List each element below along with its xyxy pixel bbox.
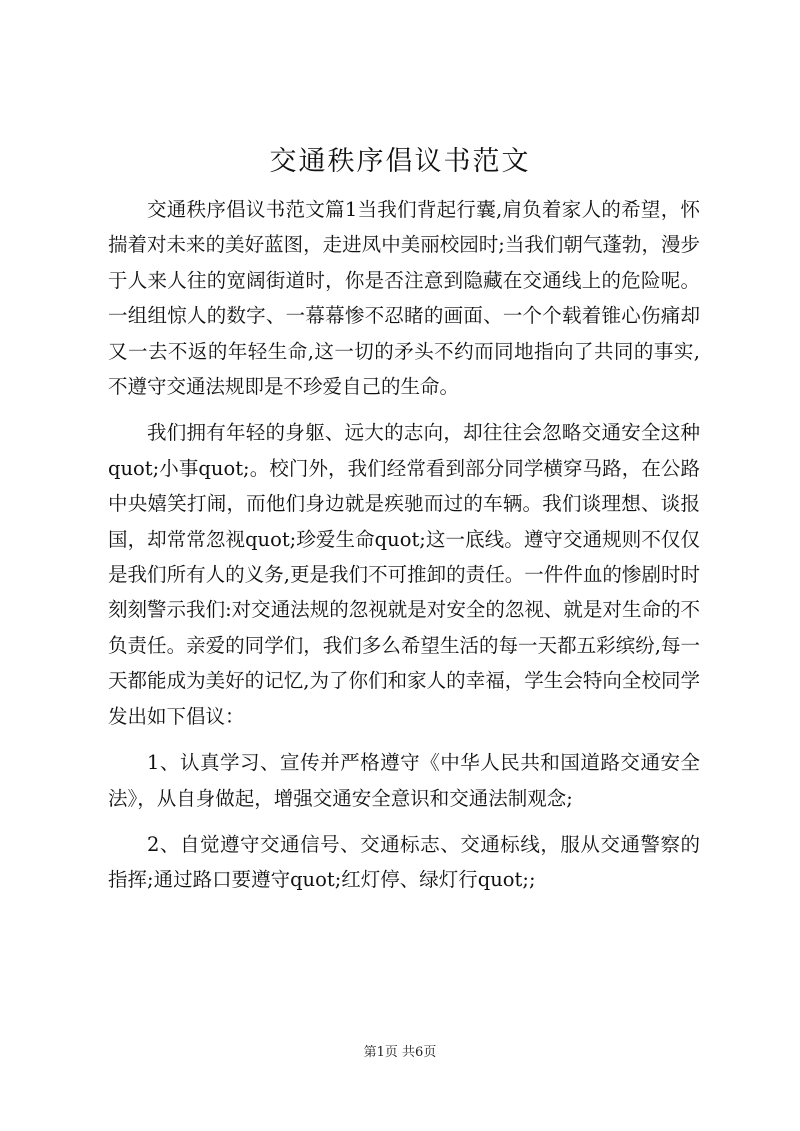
proposal-item-2: 2、自觉遵守交通信号、交通标志、交通标线，服从交通警察的指挥;通过路口要遵守quot;红灯停、绿灯行quot;; bbox=[108, 832, 700, 892]
page-footer: 第1页 共6页 bbox=[363, 1045, 437, 1060]
paragraph-intro: 交通秩序倡议书范文篇1当我们背起行囊,肩负着家人的希望，怀揣着对未来的美好蓝图，走进凤中美丽校园时;当我们朝气蓬勃，漫步于人来人往的宽阔街道时，你是否注意到隐藏在交通线上的危险呢。一组组惊人的数字、一幕幕惨不忍睹的画面、一个个载着锥心伤痛却又一去不返的年轻生命,这一切的矛头不约而同地指向了共同的事实,不遵守交通法规即是不珍爱自己的生命。 bbox=[108, 198, 700, 399]
proposal-item-1: 1、认真学习、宣传并严格遵守《中华人民共和国道路交通安全法》，从自身做起，增强交通安全意识和交通法制观念; bbox=[108, 751, 700, 810]
document-title: 交通秩序倡议书范文 bbox=[269, 146, 531, 177]
document-body bbox=[108, 192, 700, 909]
paragraph-main: 我们拥有年轻的身躯、远大的志向，却往往会忽略交通安全这种quot;小事quot;。校门外，我们经常看到部分同学横穿马路，在公路中央嬉笑打闹，而他们身边就是疾驰而过的车辆。我们谈理想、谈报国，却常常忽视quot;珍爱生命quot;这一底线。遵守交通规则不仅仅是我们所有人的义务,更是我们不可推卸的责任。一件件血的惨剧时时刻刻警示我们:对交通法规的忽视就是对安全的忽视、就是对生命的不负责任。亲爱的同学们，我们多么希望生活的每一天都五彩缤纷,每一天都能成为美好的记忆,为了你们和家人的幸福，学生会特向全校同学发出如下倡议： bbox=[108, 421, 700, 728]
